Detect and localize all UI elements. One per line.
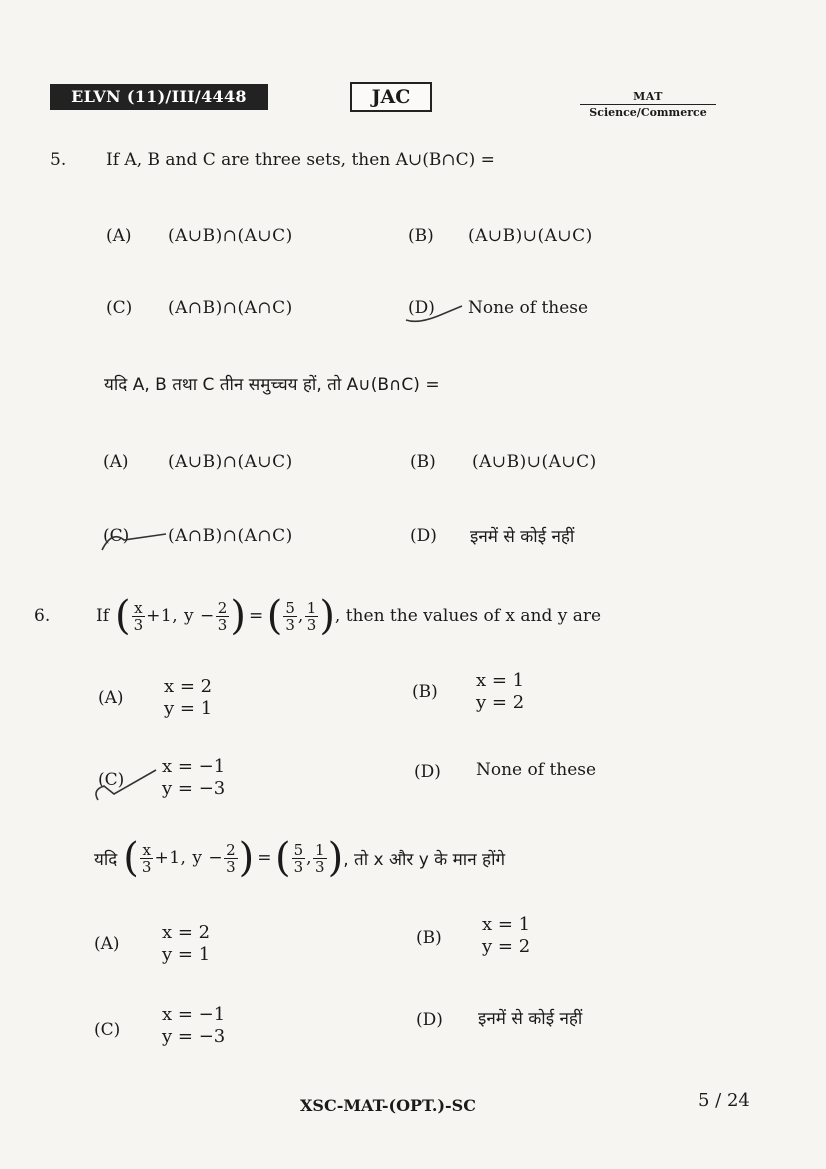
q6-equation-en <box>96 588 601 644</box>
q6-en-opt-d-value: None of these <box>476 760 597 780</box>
frac-2-3 <box>224 842 238 875</box>
frac-5-3 <box>283 600 297 633</box>
q5-hi-opt-d-value: इनमें से कोई नहीं <box>470 527 575 547</box>
pen-tick-mark <box>90 760 162 806</box>
line-1: x = 2 <box>164 676 213 697</box>
equals-sign: = <box>248 606 264 626</box>
q6-hi-opt-a-label: (A) <box>94 934 120 954</box>
frac-den: 3 <box>217 615 228 634</box>
frac-num: 5 <box>285 598 295 617</box>
paren-close: ) <box>230 593 246 639</box>
line-2: y = 2 <box>476 692 525 713</box>
frac-den: 3 <box>306 615 317 634</box>
q6-en-opt-b-value <box>476 670 524 714</box>
paper-code-badge: ELVN (11)/III/4448 <box>50 84 268 110</box>
frac-x-3 <box>132 600 146 633</box>
frac-5-3 <box>292 842 306 875</box>
comma: , <box>306 848 313 868</box>
q6-hi-opt-d-label: (D) <box>416 1010 443 1030</box>
frac-num: 5 <box>293 840 304 859</box>
frac-num: 2 <box>217 598 228 617</box>
line-1: x = −1 <box>162 1004 226 1025</box>
line-1: x = 1 <box>476 670 525 691</box>
q6-en-opt-c-label: (C) <box>98 770 125 790</box>
paren-close: ) <box>238 835 255 881</box>
paren-close: ) <box>327 835 344 881</box>
q6-en-opt-a-label: (A) <box>98 688 124 708</box>
q6-en-opt-c-value <box>162 756 225 800</box>
q6-hi-opt-c-label: (C) <box>94 1020 121 1040</box>
subject-code: MAT <box>633 90 663 103</box>
frac-1-3 <box>305 600 319 633</box>
q5-hi-opt-b-value: (A∪B)∪(A∪C) <box>472 452 597 472</box>
subject-block <box>580 90 716 119</box>
frac-2-3 <box>216 600 230 633</box>
paren-close: ) <box>319 593 335 639</box>
line-2: y = −3 <box>162 1026 226 1047</box>
q5-text-en: If A, B and C are three sets, then A∪(B∩C) = <box>106 150 495 170</box>
comma: , <box>297 606 304 626</box>
page-number: 5 / 24 <box>698 1090 750 1111</box>
q6-hi-opt-d-value: इनमें से कोई नहीं <box>478 1009 583 1029</box>
frac-den: 3 <box>285 615 295 634</box>
line-2: y = 1 <box>164 698 213 719</box>
q6-en-opt-a-value <box>164 676 212 720</box>
frac-den: 3 <box>315 857 325 876</box>
q5-hi-opt-b-label: (B) <box>410 452 436 472</box>
q5-en-opt-c-value: (A∩B)∩(A∩C) <box>168 298 293 318</box>
frac-den: 3 <box>141 857 152 876</box>
paren-open: ( <box>115 593 131 639</box>
q5-en-opt-b-value: (A∪B)∪(A∪C) <box>468 226 593 246</box>
frac-1-3 <box>313 842 327 875</box>
q6-hi-opt-a-value <box>162 922 210 966</box>
q6-hi-opt-b-value <box>482 914 530 958</box>
frac-den: 3 <box>226 857 236 876</box>
pen-tick-mark <box>404 302 464 326</box>
q6-en-opt-d-label: (D) <box>414 762 441 782</box>
q5-number: 5. <box>50 150 67 170</box>
q5-hi-opt-c-label: (C) <box>103 526 130 546</box>
q5-hi-opt-c-value: (A∩B)∩(A∩C) <box>168 526 293 546</box>
q5-text-hi: यदि A, B तथा C तीन समुच्चय हों, तो A∪(B∩C) = <box>104 375 440 395</box>
line-1: x = −1 <box>162 756 226 777</box>
frac-den: 3 <box>133 615 144 634</box>
q6-hi-opt-c-value <box>162 1004 225 1048</box>
lhs-mid: +1, y − <box>154 848 224 868</box>
frac-num: 1 <box>306 598 317 617</box>
stream-label: Science/Commerce <box>589 106 707 119</box>
q6-en-opt-b-label: (B) <box>412 682 438 702</box>
line-1: x = 2 <box>162 922 211 943</box>
line-1: x = 1 <box>482 914 531 935</box>
line-2: y = 2 <box>482 936 531 957</box>
equals-sign: = <box>257 848 272 868</box>
q6-hi-opt-b-label: (B) <box>416 928 442 948</box>
footer-paper-code: XSC-MAT-(OPT.)-SC <box>300 1096 476 1115</box>
frac-num: x <box>140 842 154 859</box>
q5-en-opt-c-label: (C) <box>106 298 133 318</box>
q5-hi-opt-d-label: (D) <box>410 526 437 546</box>
paren-open: ( <box>123 835 139 881</box>
frac-x-3 <box>140 842 154 875</box>
board-badge: JAC <box>350 82 432 112</box>
line-2: y = −3 <box>162 778 226 799</box>
q6-if-en: If <box>96 606 110 626</box>
line-2: y = 1 <box>162 944 211 965</box>
q5-en-opt-a-value: (A∪B)∩(A∪C) <box>168 226 293 246</box>
q5-hi-opt-a-value: (A∪B)∩(A∪C) <box>168 452 293 472</box>
q6-if-hi: यदि <box>94 849 118 870</box>
q5-en-opt-d-label: (D) <box>408 298 435 318</box>
q5-en-opt-d-value: None of these <box>468 298 589 318</box>
pen-tick-mark <box>98 526 168 556</box>
subject-divider <box>580 104 716 105</box>
q6-equation-hi <box>94 830 505 886</box>
lhs-mid: +1, y − <box>146 606 215 626</box>
q6-then-hi: , तो x और y के मान होंगे <box>343 849 506 870</box>
q5-hi-opt-a-label: (A) <box>103 452 129 472</box>
q6-then-en: , then the values of x and y are <box>334 606 602 626</box>
frac-num: x <box>132 600 146 617</box>
paren-open: ( <box>274 835 291 881</box>
q5-en-opt-b-label: (B) <box>408 226 434 246</box>
frac-num: 2 <box>226 840 236 859</box>
frac-num: 1 <box>315 840 325 859</box>
paren-open: ( <box>266 593 283 639</box>
frac-den: 3 <box>293 857 304 876</box>
q6-number: 6. <box>34 606 51 626</box>
q5-en-opt-a-label: (A) <box>106 226 132 246</box>
